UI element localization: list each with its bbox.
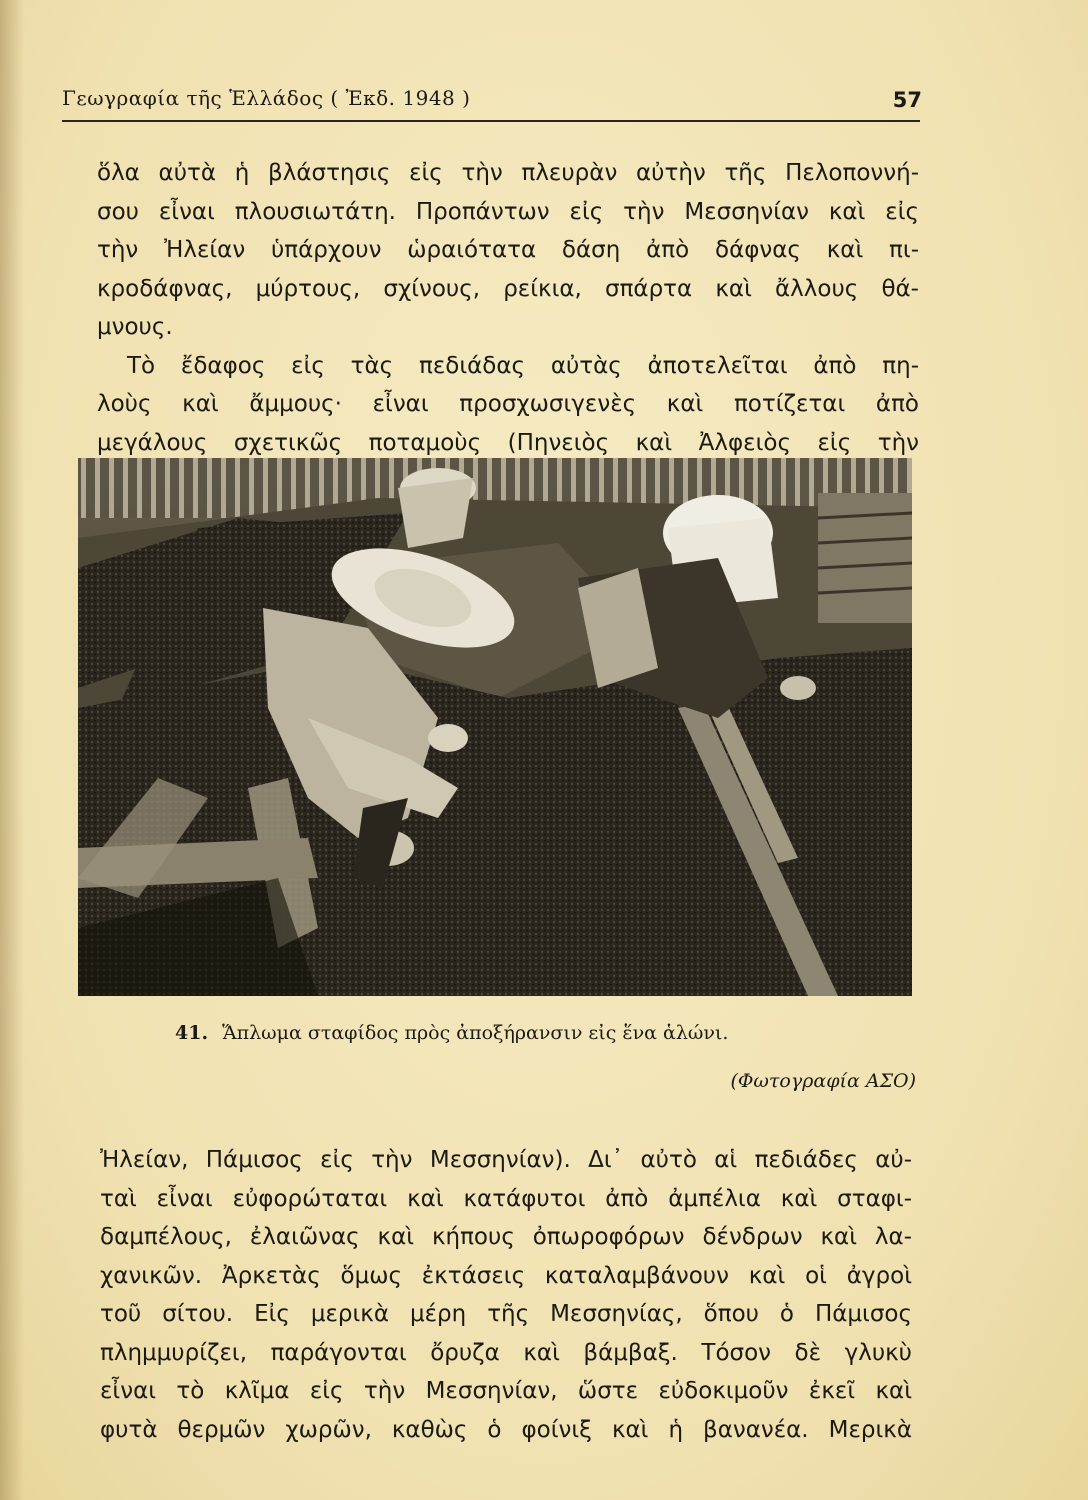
text-line: σου εἶναι πλουσιωτάτη. Προπάντων εἰς τὴν Μεσσηνίαν καὶ εἰς <box>97 198 919 225</box>
body-text-bottom <box>100 1141 912 1449</box>
figure-caption <box>175 1022 875 1044</box>
photograph-raisin-drying <box>78 458 912 996</box>
text-line: χανικῶν. Ἀρκετὰς ὅμως ἐκτάσεις καταλαμβάνουν καὶ οἱ ἀγροὶ <box>100 1262 912 1289</box>
text-line: μεγάλους σχετικῶς ποταμοὺς (Πηνειὸς καὶ Ἀλφειὸς εἰς τὴν <box>97 429 919 456</box>
text-line: Ἠλείαν, Πάμισος εἰς τὴν Μεσσηνίαν). Δι᾿ αὐτὸ αἱ πεδιάδες αὐ- <box>100 1147 912 1173</box>
text-line: ὅλα αὐτὰ ἡ βλάστησις εἰς τὴν πλευρὰν αὐτὴν τῆς Πελοποννή- <box>97 160 919 186</box>
text-line: εἶναι τὸ κλῖμα εἰς τὴν Μεσσηνίαν, ὥστε εὐδοκιμοῦν ἐκεῖ καὶ <box>100 1378 912 1404</box>
body-text-top <box>97 154 919 462</box>
text-line: φυτὰ θερμῶν χωρῶν, καθὼς ὁ φοίνιξ καὶ ἡ βανανέα. Μερικὰ <box>100 1416 912 1443</box>
text-line: κροδάφνας, μύρτους, σχίνους, ρείκια, σπάρτα καὶ ἄλλους θά- <box>97 275 919 302</box>
text-line: λοὺς καὶ ἄμμους· εἶναι προσχωσιγενὲς καὶ ποτίζεται ἀπὸ <box>97 391 919 417</box>
figure-caption-text: Ἅπλωμα σταφίδος πρὸς ἀποξήρανσιν εἰς ἕνα ἁλώνι. <box>222 1022 729 1044</box>
page-number: 57 <box>892 88 922 112</box>
text-line: δαμπέλους, ἐλαιῶνας καὶ κήπους ὀπωροφόρων δένδρων καὶ λα- <box>100 1224 912 1250</box>
text-line: τὴν Ἠλείαν ὑπάρχουν ὡραιότατα δάση ἀπὸ δάφνας καὶ πι- <box>97 237 919 263</box>
text-line: ταὶ εἶναι εὐφορώταται καὶ κατάφυτοι ἀπὸ ἀμπέλια καὶ σταφι- <box>100 1185 912 1212</box>
header-title: Γεωγραφία τῆς Ἑλλάδος ( Ἐκδ. 1948 ) <box>62 86 471 110</box>
text-line: μνους. <box>97 314 173 340</box>
running-header <box>62 86 922 116</box>
text-line: πλημμυρίζει, παράγονται ὄρυζα καὶ βάμβαξ. Τόσον δὲ γλυκὺ <box>100 1339 912 1366</box>
text-line: Τὸ ἔδαφος εἰς τὰς πεδιάδας αὐτὰς ἀποτελεῖται ἀπὸ πη- <box>127 352 919 379</box>
figure-number: 41. <box>175 1022 209 1044</box>
text-line: τοῦ σίτου. Εἰς μερικὰ μέρη τῆς Μεσσηνίας, ὅπου ὁ Πάμισος <box>100 1301 912 1327</box>
binding-shadow <box>0 0 24 1500</box>
photograph-image <box>78 458 912 996</box>
header-rule <box>62 120 920 122</box>
photo-credit: (Φωτογραφία ΑΣΟ) <box>730 1070 916 1092</box>
